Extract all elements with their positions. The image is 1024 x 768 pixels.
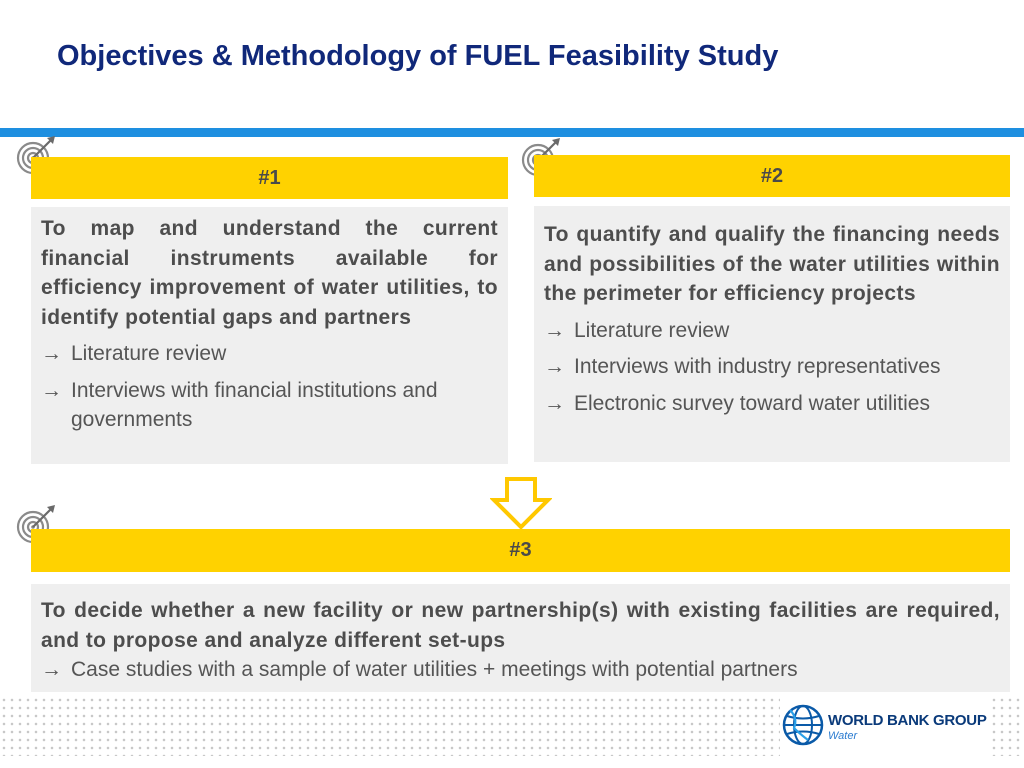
- box-1-panel: [31, 207, 508, 464]
- box-1-objective: To map and understand the current financial instruments available for efficiency improvement of water utilities, to identify potential gaps and partners: [41, 217, 498, 329]
- arrow-bullet-icon: →: [41, 378, 62, 402]
- box-2-method-3: → Electronic survey toward water utilities: [544, 389, 1000, 419]
- arrow-bullet-icon: →: [41, 342, 62, 365]
- accent-bar: [0, 128, 1024, 137]
- box-2-method-1: → Literature review: [544, 316, 1000, 346]
- logo-text: WORLD BANK GROUP: [828, 712, 987, 729]
- down-arrow-icon: [490, 476, 552, 530]
- box-2-panel: [534, 206, 1010, 462]
- box-2-objective: To quantify and qualify the financing needs and possibilities of the water utilities within the perimeter for efficiency projects: [544, 223, 1000, 305]
- logo-subtitle: Water: [828, 730, 858, 742]
- box-2-method-2: → Interviews with industry representatives: [544, 352, 1000, 382]
- box-1-method-2: → Interviews with financial institutions and governments: [41, 376, 498, 435]
- dot-pattern: [990, 696, 1024, 756]
- arrow-bullet-icon: →: [544, 391, 565, 415]
- box-3-panel: [31, 584, 1010, 692]
- box-3-header: #3: [31, 529, 1010, 572]
- arrow-bullet-icon: →: [544, 318, 565, 342]
- arrow-bullet-icon: →: [544, 355, 565, 378]
- page-title: Objectives & Methodology of FUEL Feasibility Study: [57, 40, 779, 72]
- box-3-objective: To decide whether a new facility or new partnership(s) with existing facilities are required, and to propose and analyze different set-ups: [41, 599, 1000, 652]
- arrow-bullet-icon: →: [41, 658, 62, 681]
- box-1-method-1: → Literature review: [41, 339, 498, 369]
- box-1-header: #1: [31, 157, 508, 199]
- dot-pattern: [0, 696, 780, 756]
- globe-icon: [782, 704, 824, 746]
- box-2-header: #2: [534, 155, 1010, 197]
- box-3-method-1: → Case studies with a sample of water utilities + meetings with potential partners: [41, 655, 1000, 685]
